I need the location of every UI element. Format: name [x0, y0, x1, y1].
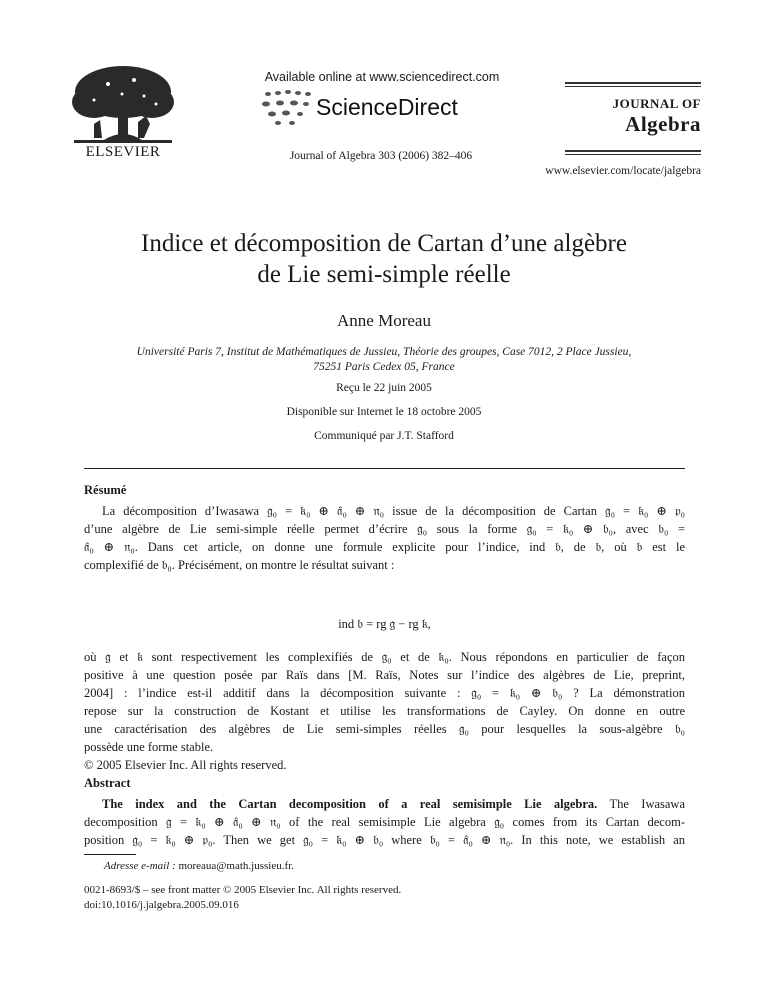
resume-paragraph: [84, 502, 685, 574]
sciencedirect-brand: ScienceDirect: [316, 94, 458, 120]
article-title-line: Indice et décomposition de Cartan d’une algèbre: [141, 230, 627, 257]
journal-logo-rule: [565, 150, 701, 152]
email-address[interactable]: moreaua@math.jussieu.fr.: [175, 860, 294, 872]
issn-line: 0021-8693/$ – see front matter © 2005 Elsevier Inc. All rights reserved.: [84, 884, 402, 896]
journal-logo-title-main: Algebra: [625, 112, 701, 136]
affiliation-line: Université Paris 7, Institut de Mathématiques de Jussieu, Théorie des groupes, Case 7012, 2 Place Jussieu,: [136, 346, 632, 358]
abstract-paragraph: [84, 795, 685, 849]
resume-line: 𝔞̂₀ ⊕ 𝔫₀. Dans cet article, on donne une formule explicite pour l’indice, ind 𝔟, de 𝔟, où 𝔟 est le: [84, 540, 685, 554]
online-date: Disponible sur Internet le 18 octobre 2005: [286, 406, 482, 418]
abstract-line: position 𝔤₀ = 𝔨₀ ⊕ 𝔭₀. Then we get 𝔤₀ = 𝔨₀ ⊕ 𝔟₀ where 𝔟₀ = 𝔞̂₀ ⊕ 𝔫₀. In this note, we establish an: [84, 833, 685, 847]
resume-line: 2004] : l’indice est-il additif dans la décomposition suivante : 𝔤₀ = 𝔨₀ ⊕ 𝔟₀ ? La démonstration: [84, 686, 685, 700]
abstract-line: decomposition 𝔤 = 𝔨₀ ⊕ 𝔞̂₀ ⊕ 𝔫₀ of the real semisimple Lie algebra 𝔤₀ comes from its Cartan decom-: [84, 815, 685, 829]
resume-line: La décomposition d’Iwasawa 𝔤₀ = 𝔨₀ ⊕ 𝔞̂₀ ⊕ 𝔫₀ issue de la décomposition de Cartan 𝔤₀ = 𝔨₀ ⊕ 𝔭₀: [102, 504, 685, 518]
affiliation-line: 75251 Paris Cedex 05, France: [313, 361, 455, 373]
journal-logo-rule: [565, 86, 701, 87]
author-name: Anne Moreau: [337, 311, 431, 330]
abstract-heading: Abstract: [84, 776, 131, 790]
journal-logo-rule: [565, 82, 701, 84]
article-title-line: de Lie semi-simple réelle: [257, 261, 511, 288]
email-footnote: [104, 860, 294, 872]
resume-line: possède une forme stable.: [84, 740, 214, 754]
display-formula: ind 𝔟 = rg 𝔤 − rg 𝔨,: [338, 617, 431, 631]
abstract-line: [84, 795, 685, 813]
resume-line: où 𝔤 et 𝔨 sont respectivement les complexifiés de 𝔤₀ et de 𝔨₀. Nous répondons en particulier de façon: [84, 650, 685, 664]
journal-logo-rule: [565, 154, 701, 155]
resume-heading: Résumé: [84, 483, 127, 497]
abstract-line-rest: The Iwasawa: [597, 797, 686, 811]
journal-logo-title-top: JOURNAL OF: [612, 96, 701, 111]
resume-paragraph: [84, 648, 685, 738]
resume-line: une caractérisation des algèbres de Lie semi-simples réelles 𝔤₀ pour lesquelles la sous-algèbre 𝔟₀: [84, 722, 685, 736]
section-divider: [84, 468, 685, 469]
communicated-by: Communiqué par J.T. Stafford: [314, 430, 454, 442]
doi-line[interactable]: doi:10.1016/j.jalgebra.2005.09.016: [84, 899, 239, 911]
available-online-text: Available online at www.sciencedirect.com: [264, 70, 500, 84]
publisher-name: ELSEVIER: [85, 144, 161, 160]
author-affiliation: [84, 345, 684, 375]
footnote-divider: [84, 854, 136, 855]
journal-url-link[interactable]: www.elsevier.com/locate/jalgebra: [545, 165, 701, 177]
resume-line: repose sur la construction de Kostant et utilise les transformations de Cayley. On donne en outre: [84, 704, 685, 718]
email-label: Adresse e-mail :: [104, 860, 176, 872]
journal-reference: Journal of Algebra 303 (2006) 382–406: [289, 150, 473, 162]
abstract-bold-title: The index and the Cartan decomposition of a real semisimple Lie algebra.: [102, 797, 598, 811]
sciencedirect-dots-icon: [258, 88, 318, 128]
received-date: Reçu le 22 juin 2005: [336, 382, 432, 394]
resume-line: complexifié de 𝔟₀. Précisément, on montre le résultat suivant :: [84, 558, 395, 572]
article-title: [84, 228, 684, 290]
resume-paragraph-end: [84, 738, 287, 774]
copyright-notice: © 2005 Elsevier Inc. All rights reserved.: [84, 758, 287, 772]
resume-line: d’une algèbre de Lie semi-simple réelle permet d’écrire 𝔤₀ sous la forme 𝔤₀ = 𝔨₀ ⊕ 𝔟₀, avec 𝔟₀ =: [84, 522, 685, 536]
resume-line: positive à une question posée par Raïs dans [M. Raïs, Notes sur l’indice des algèbres de Lie, preprint,: [84, 668, 685, 682]
